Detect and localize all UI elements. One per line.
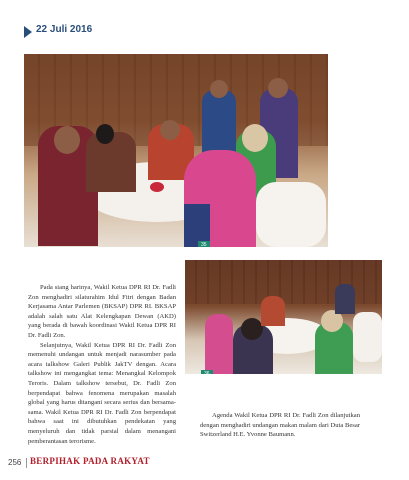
text-column-right (200, 411, 360, 440)
text-column-left (28, 283, 176, 446)
photo-main (24, 54, 328, 247)
page-date: 22 Juli 2016 (36, 24, 93, 35)
page-number: 256 (8, 458, 22, 467)
photo-number-main: 35 (198, 241, 210, 247)
paragraph: Selanjutnya, Wakil Ketua DPR RI Dr. Fadli Zon memenuhi undangan untuk menjadi narasumber pada acara talkshow Galeri Publik JakTV dengan. Acara talkshow ini mengangkat tema: Menangkal Kelompok Teroris. Dalam talkshow tersebut, Dr. Fadli Zon berpendapat bahwa fenomena merupakan masalah global yang harus ditangani secara serius dan bersama-sama. Wakil Ketua DPR RI Dr. Fadli Zon berpendapat bahwa saat ini dibutuhkan pendekatan yang menyeluruh dan tidak parsial dalam menangani pemberantasan terorisme. (28, 341, 176, 445)
footer-brand: BERPIHAK PADA RAKYAT (30, 456, 150, 466)
paragraph: Agenda Wakil Ketua DPR RI Dr. Fadli Zon dilanjutkan dengan menghadiri undangan makan malam dari Duta Besar Switzerland H.E. Yvonne Baumann. (200, 412, 360, 439)
photo-number-secondary: 36 (201, 370, 213, 374)
date-marker-icon (24, 26, 32, 38)
photo-secondary (185, 260, 382, 374)
footer-divider (26, 458, 27, 468)
paragraph: Pada siang harinya, Wakil Ketua DPR RI Dr. Fadli Zon menghadiri silaturahim Idul Fitri dengan Badan Kerjasama Antar Parlemen (BKSAP) DPR RI. BKSAP adalah salah satu Alat Kelengkapan Dewan (AKD) yang berada di bawah koordinasi Wakil Ketua DPR RI Dr. Fadli Zon. (28, 284, 176, 339)
